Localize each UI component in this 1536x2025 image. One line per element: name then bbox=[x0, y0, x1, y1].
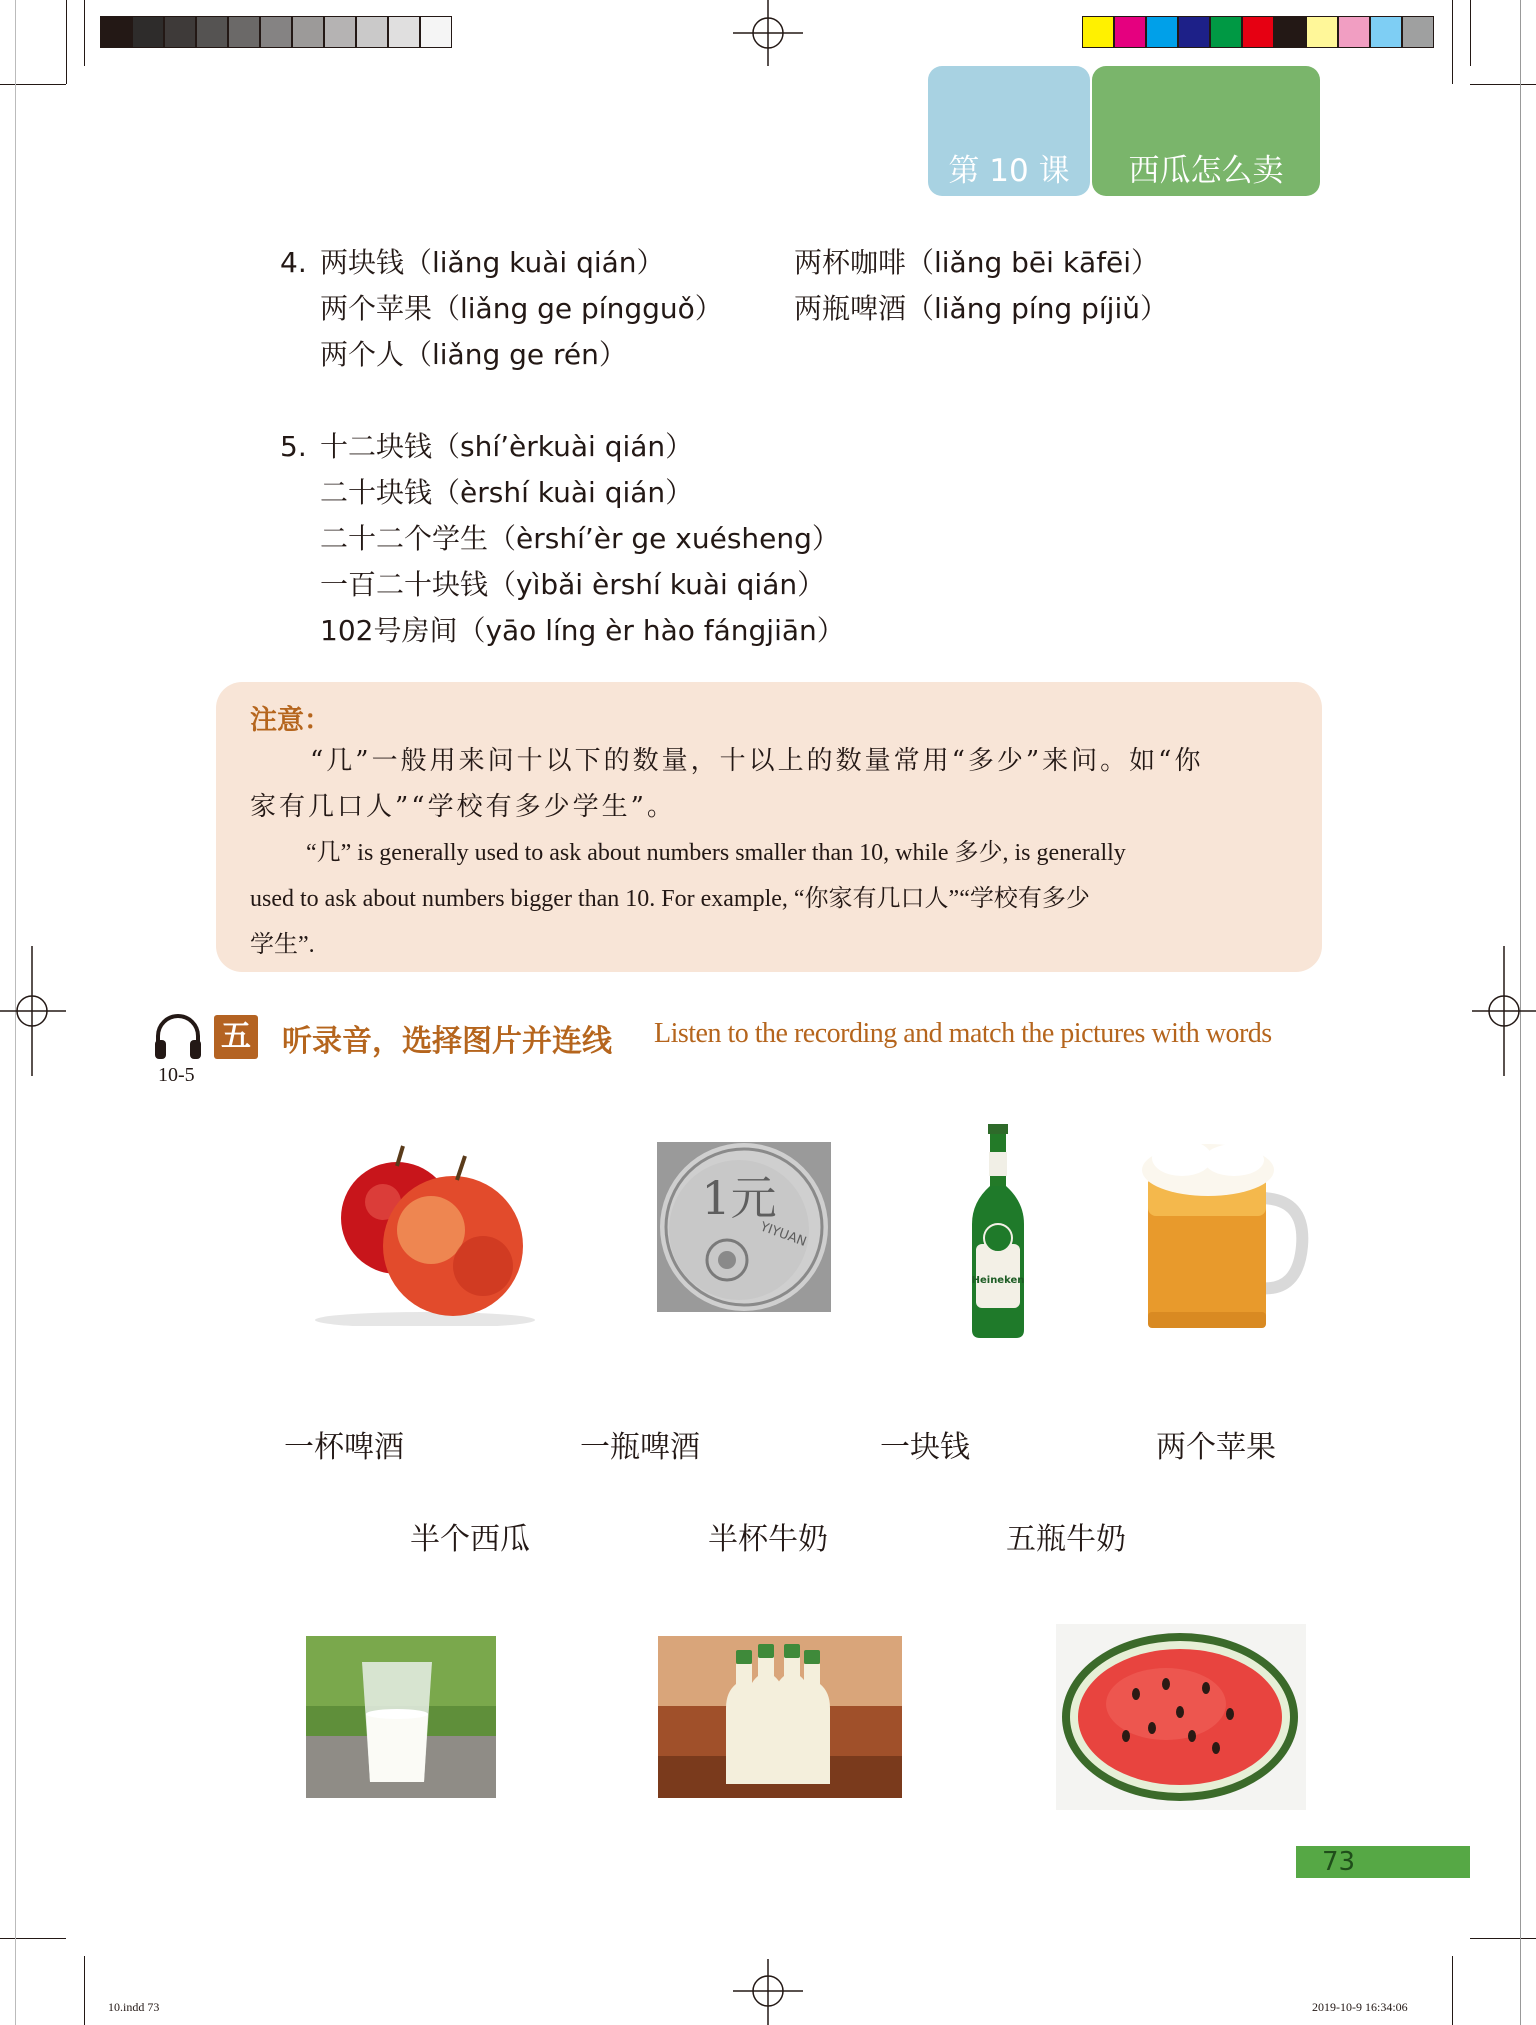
gray-swatch bbox=[356, 16, 388, 48]
crop-mark bbox=[1470, 84, 1536, 85]
page-number: 73 bbox=[1322, 1847, 1356, 1877]
phrase-line: 两瓶啤酒（liǎng píng píjiǔ） bbox=[794, 292, 1168, 325]
crop-mark bbox=[84, 0, 85, 66]
beer-bottle-picture bbox=[966, 1124, 1030, 1338]
headphones-icon[interactable] bbox=[152, 1012, 204, 1062]
item-number: 5. bbox=[280, 430, 307, 463]
crop-mark bbox=[0, 1938, 66, 1939]
exercise-title-english: Listen to the recording and match the pictures with words bbox=[654, 1018, 1272, 1049]
beer-mug-picture bbox=[1142, 1136, 1312, 1332]
word-item[interactable]: 一瓶啤酒 bbox=[580, 1430, 700, 1465]
registration-mark bbox=[1468, 946, 1536, 1076]
note-english-line: “几” is generally used to ask about numbers smaller than 10, while 多少, is generally bbox=[306, 840, 1126, 866]
gray-swatch bbox=[196, 16, 228, 48]
note-box bbox=[216, 682, 1322, 972]
item-number: 4. bbox=[280, 246, 307, 279]
gray-swatch bbox=[260, 16, 292, 48]
exercise-title-chinese: 听录音，选择图片并连线 bbox=[282, 1024, 612, 1059]
color-swatch bbox=[1274, 16, 1306, 48]
note-english-line: used to ask about numbers bigger than 10. For example, “你家有几口人”“学校有多少 bbox=[250, 886, 1090, 912]
phrase-line: 十二块钱（shí’èrkuài qián） bbox=[320, 430, 694, 463]
beer-label-text: Heineken bbox=[971, 1275, 1025, 1286]
registration-mark bbox=[0, 946, 70, 1076]
color-swatch bbox=[1402, 16, 1434, 48]
registration-mark bbox=[733, 1955, 803, 2025]
color-swatch bbox=[1146, 16, 1178, 48]
gray-swatch bbox=[292, 16, 324, 48]
page-number-bar bbox=[1296, 1846, 1470, 1878]
coin-subtext: YIYUAN bbox=[758, 1219, 809, 1250]
lesson-title-tab bbox=[1092, 66, 1320, 196]
color-swatch bbox=[1306, 16, 1338, 48]
gray-swatch bbox=[228, 16, 260, 48]
lesson-number-label: 第 10 课 bbox=[948, 153, 1070, 189]
lesson-number-tab bbox=[928, 66, 1090, 196]
milk-bottles-picture bbox=[658, 1636, 902, 1798]
phrase-line: 两杯咖啡（liǎng bēi kāfēi） bbox=[794, 246, 1160, 279]
color-swatch bbox=[1370, 16, 1402, 48]
note-heading: 注意： bbox=[250, 705, 331, 736]
phrase-line: 一百二十块钱（yìbǎi èrshí kuài qián） bbox=[320, 568, 826, 601]
phrase-line: 两个苹果（liǎng ge píngguǒ） bbox=[320, 292, 723, 325]
phrase-line: 两块钱（liǎng kuài qián） bbox=[320, 246, 665, 279]
lesson-title-label: 西瓜怎么卖 bbox=[1128, 153, 1284, 189]
phrase-line: 两个人（liǎng ge rén） bbox=[320, 338, 627, 371]
crop-mark bbox=[1470, 1938, 1536, 1939]
gray-swatch bbox=[132, 16, 164, 48]
coin-text: 1元 bbox=[701, 1171, 777, 1225]
word-item[interactable]: 一块钱 bbox=[880, 1430, 970, 1465]
crop-mark bbox=[1470, 0, 1471, 66]
note-chinese-line: 家有几口人”“学校有多少学生”。 bbox=[250, 792, 676, 822]
gray-swatch bbox=[388, 16, 420, 48]
gray-swatch bbox=[324, 16, 356, 48]
phrase-line: 二十二个学生（èrshí’èr ge xuésheng） bbox=[320, 522, 840, 555]
crop-mark bbox=[1452, 0, 1453, 84]
gray-swatch bbox=[420, 16, 452, 48]
color-swatch bbox=[1178, 16, 1210, 48]
color-swatch bbox=[1082, 16, 1114, 48]
word-item[interactable]: 半杯牛奶 bbox=[708, 1522, 828, 1557]
crop-mark bbox=[1452, 1956, 1453, 2025]
color-swatch bbox=[1114, 16, 1146, 48]
footer-timestamp: 2019-10-9 16:34:06 bbox=[1312, 2000, 1408, 2014]
phrase-line: 二十块钱（èrshí kuài qián） bbox=[320, 476, 694, 509]
gray-swatch bbox=[100, 16, 132, 48]
registration-mark bbox=[733, 0, 803, 70]
footer-file-name: 10.indd 73 bbox=[108, 2000, 160, 2014]
color-swatch bbox=[1242, 16, 1274, 48]
color-swatch bbox=[1338, 16, 1370, 48]
track-number: 10-5 bbox=[158, 1064, 195, 1086]
phrase-line: 102号房间（yāo líng èr hào fángjiān） bbox=[320, 614, 845, 647]
word-item[interactable]: 半个西瓜 bbox=[410, 1522, 530, 1557]
word-item[interactable]: 一杯啤酒 bbox=[284, 1430, 404, 1465]
exercise-number: 五 bbox=[214, 1015, 258, 1059]
word-item[interactable]: 五瓶牛奶 bbox=[1006, 1522, 1126, 1557]
apples-picture bbox=[313, 1140, 547, 1326]
note-english-line: 学生”. bbox=[250, 932, 315, 958]
color-swatch bbox=[1210, 16, 1242, 48]
crop-mark bbox=[0, 84, 66, 85]
watermelon-picture bbox=[1056, 1624, 1306, 1810]
coin-picture bbox=[657, 1142, 831, 1312]
crop-mark bbox=[66, 0, 67, 84]
milk-glass-picture bbox=[306, 1636, 496, 1798]
word-item[interactable]: 两个苹果 bbox=[1156, 1430, 1276, 1465]
crop-mark bbox=[84, 1956, 85, 2025]
note-chinese-line: “几”一般用来问十以下的数量，十以上的数量常用“多少”来问。如“你 bbox=[310, 746, 1204, 776]
gray-swatch bbox=[164, 16, 196, 48]
